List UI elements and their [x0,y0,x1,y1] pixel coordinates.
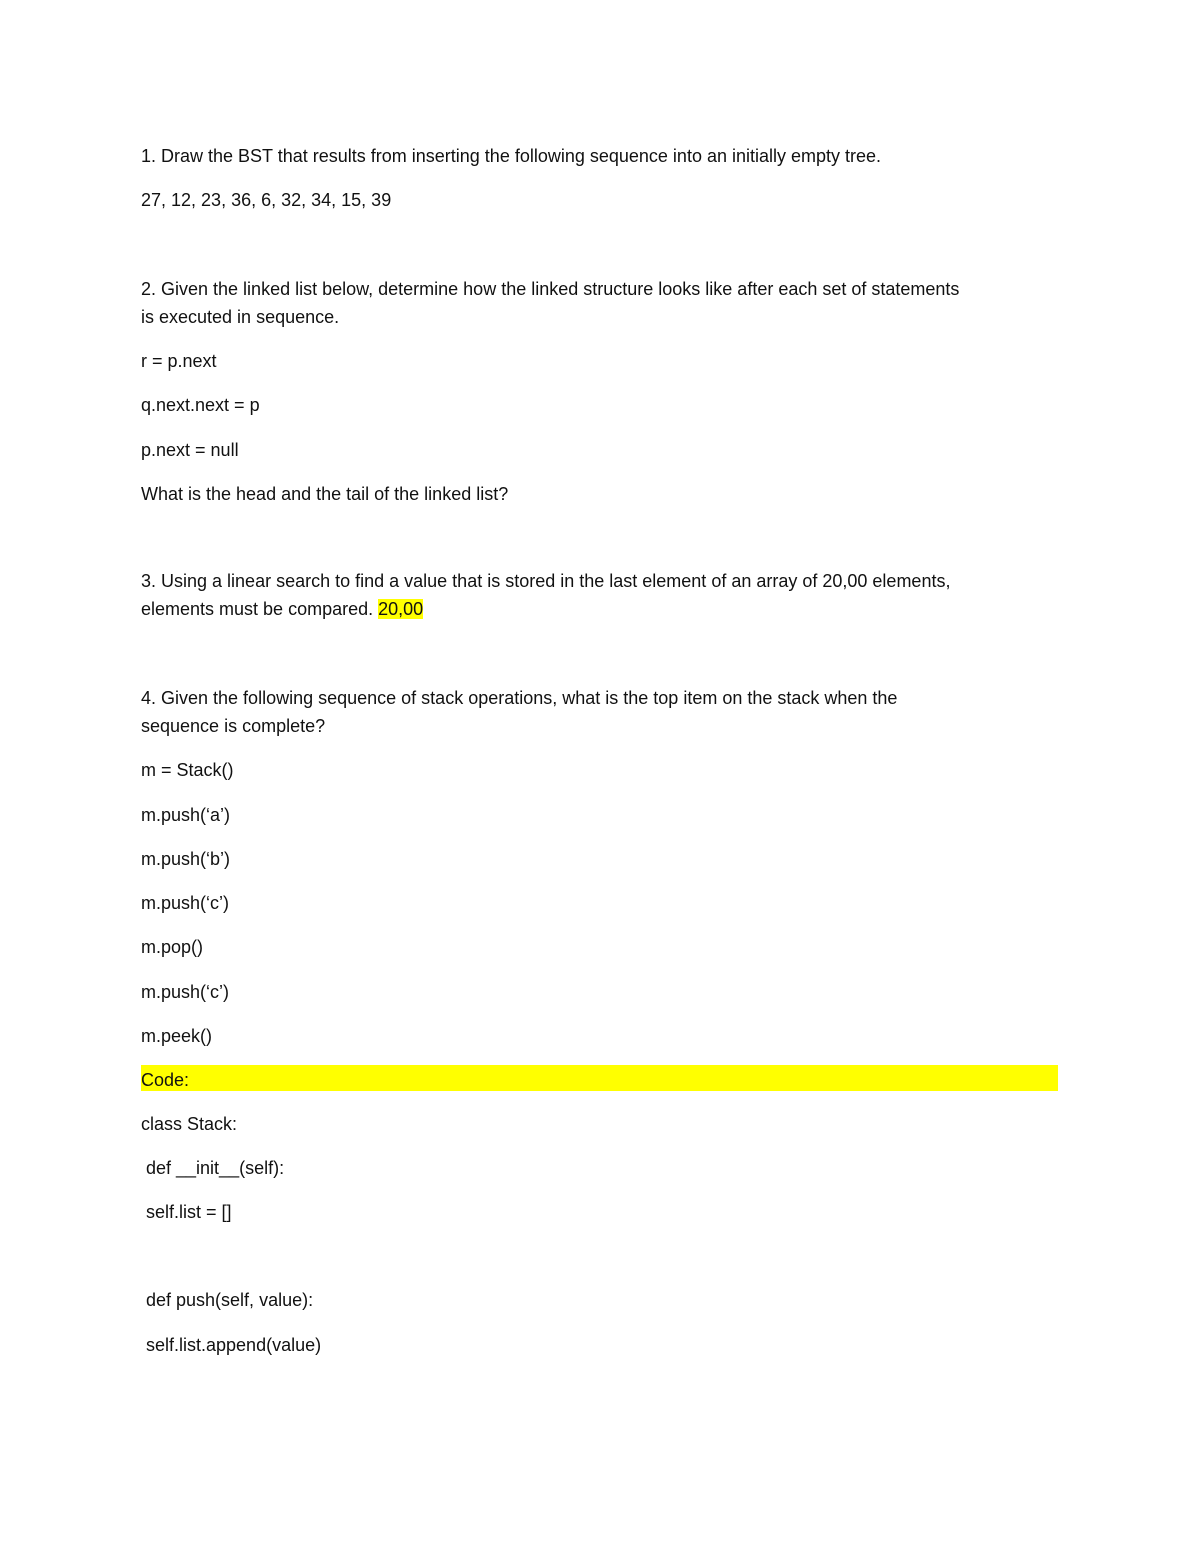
code-label: Code: [141,1070,190,1090]
q2-prompt-line1: 2. Given the linked list below, determine how the linked structure looks like after each set of statements [141,279,960,299]
q2-statement: q.next.next = p [141,395,260,415]
q4-prompt-line1: 4. Given the following sequence of stack operations, what is the top item on the stack when the [141,688,898,708]
q2-question: What is the head and the tail of the linked list? [141,484,509,504]
q3-answer-highlight: 20,00 [378,599,424,619]
code-line: class Stack: [141,1114,238,1134]
q4-prompt-line2: sequence is complete? [141,716,326,736]
q2-statement: r = p.next [141,351,217,371]
code-label-highlight [141,1065,1058,1091]
q3-prompt-line2 [141,597,423,621]
q1-prompt: 1. Draw the BST that results from inserting the following sequence into an initially empty tree. [141,146,882,166]
code-line: self.list.append(value) [141,1335,322,1355]
q4-operation: m.peek() [141,1026,213,1046]
q2-statement: p.next = null [141,440,239,460]
q3-prompt-text: elements must be compared. [141,599,379,619]
q4-operation: m.pop() [141,937,204,957]
code-line: self.list = [] [141,1202,232,1222]
q4-operation: m.push(‘c’) [141,982,230,1002]
q2-prompt-line2: is executed in sequence. [141,307,340,327]
code-line: def push(self, value): [141,1290,314,1310]
q4-operation: m.push(‘c’) [141,893,230,913]
code-line: def __init__(self): [141,1158,285,1178]
q4-operation: m.push(‘a’) [141,805,231,825]
q4-operation: m = Stack() [141,760,234,780]
q1-sequence: 27, 12, 23, 36, 6, 32, 34, 15, 39 [141,190,392,210]
q4-operation: m.push(‘b’) [141,849,231,869]
q3-prompt-line1: 3. Using a linear search to find a value that is stored in the last element of an array of 20,00 elements, [141,571,951,591]
